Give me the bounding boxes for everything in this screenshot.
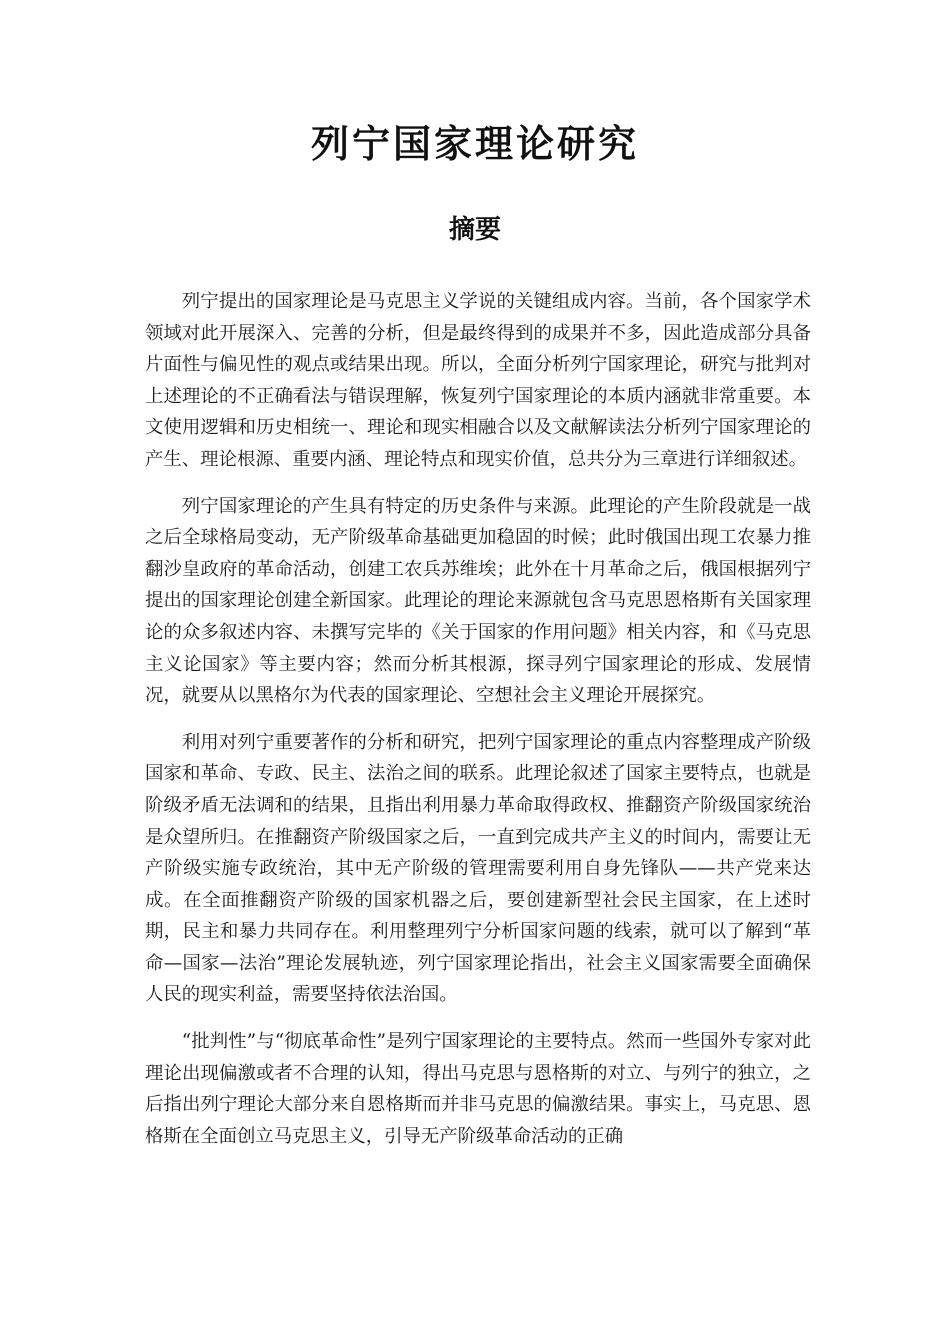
document-title: 列宁国家理论研究 [310,121,639,166]
abstract-paragraph: 列宁国家理论的产生具有特定的历史条件与来源。此理论的产生阶段就是一战之后全球格局变动，无产阶级革命基础更加稳固的时候；此时俄国出现工农暴力推翻沙皇政府的革命活动，创建工农兵苏维埃；此外在十月革命之后，俄国根据列宁提出的国家理论创建全新国家。此理论的理论来源就包含马克思恩格斯有关国家理论的众多叙述内容、未撰写完毕的《关于国家的作用问题》相关内容，和《马克思主义论国家》等主要内容；然而分析其根源，探寻列宁国家理论的形成、发展情况，就要从以黑格尔为代表的国家理论、空想社会主义理论开展探究。 [145,495,811,707]
abstract-heading: 摘要 [448,215,501,245]
abstract-paragraph: 利用对列宁重要著作的分析和研究，把列宁国家理论的重点内容整理成产阶级国家和革命、专政、民主、法治之间的联系。此理论叙述了国家主要特点，也就是阶级矛盾无法调和的结果，且指出利用暴力革命取得政权、推翻资产阶级国家统治是众望所归。在推翻资产阶级国家之后，一直到完成共产主义的时间内，需要让无产阶级实施专政统治，其中无产阶级的管理需要利用自身先锋队——共产党来达成。在全面推翻资产阶级的国家机器之后，要创建新型社会民主国家，在上述时期，民主和暴力共同存在。利用整理列宁分析国家问题的线索，就可以了解到“革命—国家—法治”理论发展轨迹，列宁国家理论指出，社会主义国家需要全面确保人民的现实利益，需要坚持依法治国。 [145,731,811,1006]
abstract-paragraph: 列宁提出的国家理论是马克思主义学说的关键组成内容。当前，各个国家学术领域对此开展深入、完善的分析，但是最终得到的成果并不多，因此造成部分具备片面性与偏见性的观点或结果出现。所以，全面分析列宁国家理论，研究与批判对上述理论的不正确看法与错误理解，恢复列宁国家理论的本质内涵就非常重要。本文使用逻辑和历史相统一、理论和现实相融合以及文献解读法分析列宁国家理论的产生、理论根源、重要内涵、理论特点和现实价值，总共分为三章进行详细叙述。 [145,291,811,470]
abstract-paragraph: “批判性”与“彻底革命性”是列宁国家理论的主要特点。然而一些国外专家对此理论出现偏激或者不合理的认知，得出马克思与恩格斯的对立、与列宁的独立，之后指出列宁理论大部分来自恩格斯而并非马克思的偏激结果。事实上，马克思、恩格斯在全面创立马克思主义，引导无产阶级革命活动的正确 [145,1031,811,1147]
abstract-body [145,286,811,1167]
